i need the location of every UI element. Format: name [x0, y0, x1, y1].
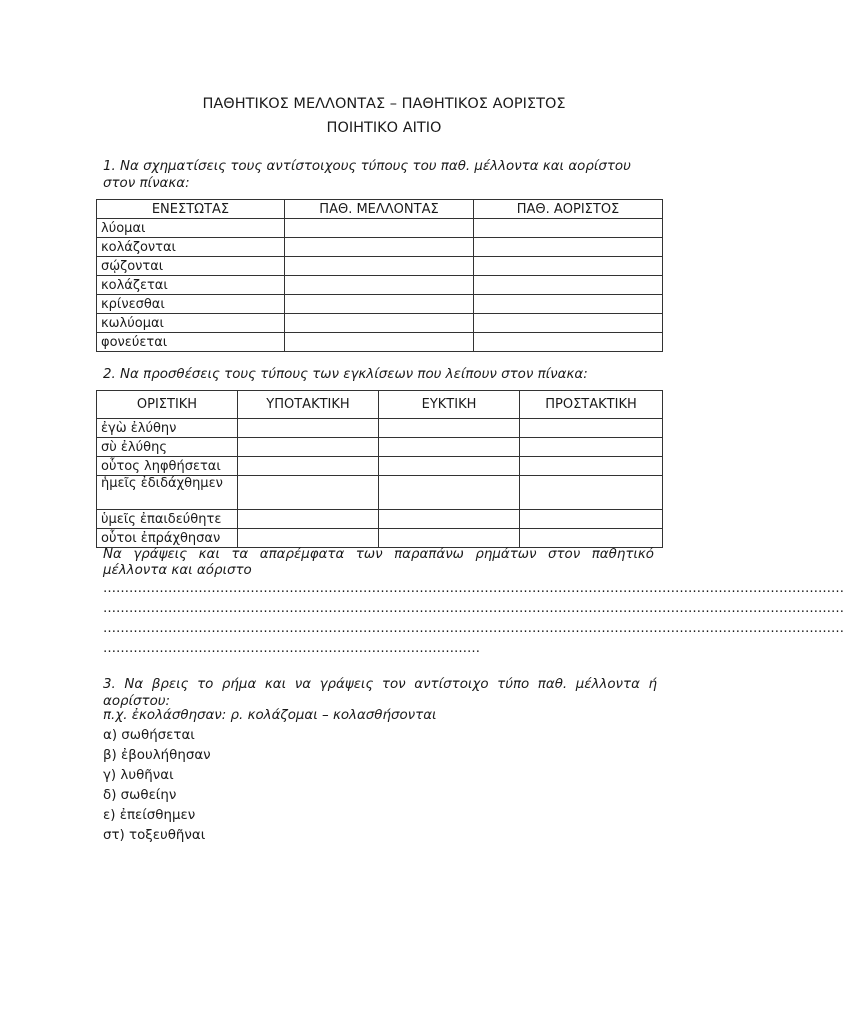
answer-cell[interactable] — [520, 419, 663, 438]
answer-cell[interactable] — [238, 419, 379, 438]
list-item: δ) σωθείην — [103, 788, 177, 803]
answer-cell[interactable] — [379, 438, 520, 457]
verb-cell: ὑμεῖς ἐπαιδεύθητε — [97, 510, 238, 529]
list-item: β) ἐβουλήθησαν — [103, 748, 211, 763]
table-header-row — [97, 391, 663, 419]
table-row — [97, 257, 663, 276]
table-row — [97, 276, 663, 295]
exercise-1-prompt: 1. Να σχηματίσεις τους αντίστοιχους τύπους του παθ. μέλλοντα και αορίστου στον πίνακα: — [103, 159, 631, 191]
list-item: στ) τοξευθῆναι — [103, 828, 206, 843]
answer-cell[interactable] — [238, 457, 379, 476]
page-subtitle: ΠΟΙΗΤΙΚΟ ΑΙΤΙΟ — [326, 120, 442, 136]
table-row — [97, 238, 663, 257]
answer-cell[interactable] — [285, 333, 474, 352]
exercise-2-prompt: 2. Να προσθέσεις τους τύπους των εγκλίσεων που λείπουν στον πίνακα: — [103, 367, 588, 382]
page-title: ΠΑΘΗΤΙΚΟΣ ΜΕΛΛΟΝΤΑΣ – ΠΑΘΗΤΙΚΟΣ ΑΟΡΙΣΤΟΣ — [202, 96, 566, 112]
column-header: ΠΡΟΣΤΑΚΤΙΚΗ — [520, 391, 663, 419]
verb-cell: λύομαι — [97, 219, 285, 238]
exercise-3-example: π.χ. ἐκολάσθησαν: ρ. κολάζομαι – κολασθήσονται — [103, 708, 437, 723]
table-row — [97, 510, 663, 529]
table-row — [97, 419, 663, 438]
answer-cell[interactable] — [520, 457, 663, 476]
table-row — [97, 295, 663, 314]
answer-cell[interactable] — [285, 238, 474, 257]
answer-cell[interactable] — [520, 476, 663, 510]
answer-line[interactable]: ……………………………………………………………………………………………………………………………………………………… — [103, 621, 844, 636]
table-row — [97, 476, 663, 510]
infinitives-instruction: Να γράψεις και τα απαρέμφατα των παραπάνω ρημάτων στον παθητικό μέλλοντα και αόριστο — [103, 547, 654, 578]
table-row — [97, 457, 663, 476]
list-item: α) σωθήσεται — [103, 728, 195, 743]
verb-cell: οὗτοι ἐπράχθησαν — [97, 529, 238, 548]
column-header: ΟΡΙΣΤΙΚΗ — [97, 391, 238, 419]
verb-cell: ἡμεῖς ἐδιδάχθημεν — [97, 476, 238, 510]
answer-cell[interactable] — [520, 529, 663, 548]
answer-line[interactable]: ……………………………………………………………………………………………………………………………………………………… — [103, 601, 844, 616]
answer-cell[interactable] — [474, 333, 663, 352]
answer-cell[interactable] — [285, 257, 474, 276]
table-row — [97, 438, 663, 457]
exercise-1-table — [96, 199, 663, 352]
column-header: ΠΑΘ. ΜΕΛΛΟΝΤΑΣ — [285, 200, 474, 219]
answer-cell[interactable] — [285, 219, 474, 238]
verb-cell: ἐγὼ ἐλύθην — [97, 419, 238, 438]
answer-cell[interactable] — [238, 476, 379, 510]
answer-line[interactable]: ……………………………………………………………………………………………………………………………………………………… — [103, 581, 844, 596]
answer-cell[interactable] — [520, 438, 663, 457]
table-row — [97, 314, 663, 333]
column-header: ΕΝΕΣΤΩΤΑΣ — [97, 200, 285, 219]
answer-cell[interactable] — [474, 295, 663, 314]
table-row — [97, 219, 663, 238]
table-row — [97, 529, 663, 548]
verb-cell: κωλύομαι — [97, 314, 285, 333]
verb-cell: οὗτος ληφθήσεται — [97, 457, 238, 476]
answer-cell[interactable] — [474, 238, 663, 257]
verb-cell: κολάζονται — [97, 238, 285, 257]
answer-cell[interactable] — [474, 276, 663, 295]
answer-cell[interactable] — [474, 314, 663, 333]
answer-cell[interactable] — [379, 419, 520, 438]
answer-cell[interactable] — [379, 510, 520, 529]
answer-cell[interactable] — [379, 529, 520, 548]
answer-cell[interactable] — [520, 510, 663, 529]
verb-cell: φονεύεται — [97, 333, 285, 352]
answer-cell[interactable] — [474, 257, 663, 276]
verb-cell: κολάζεται — [97, 276, 285, 295]
answer-cell[interactable] — [379, 457, 520, 476]
answer-line[interactable]: …………………………………………………………………………… — [103, 641, 480, 656]
table-row — [97, 333, 663, 352]
verb-cell: κρίνεσθαι — [97, 295, 285, 314]
verb-cell: σὺ ἐλύθης — [97, 438, 238, 457]
answer-cell[interactable] — [238, 438, 379, 457]
column-header: ΠΑΘ. ΑΟΡΙΣΤΟΣ — [474, 200, 663, 219]
answer-cell[interactable] — [474, 219, 663, 238]
verb-cell: σῴζονται — [97, 257, 285, 276]
answer-cell[interactable] — [285, 276, 474, 295]
exercise-3-prompt: 3. Να βρεις το ρήμα και να γράψεις τον αντίστοιχο τύπο παθ. μέλλοντα ή αορίστου: — [103, 677, 657, 709]
table-header-row — [97, 200, 663, 219]
list-item: ε) ἐπείσθημεν — [103, 808, 196, 823]
answer-cell[interactable] — [285, 295, 474, 314]
answer-cell[interactable] — [238, 510, 379, 529]
column-header: ΕΥΚΤΙΚΗ — [379, 391, 520, 419]
list-item: γ) λυθῆναι — [103, 768, 174, 783]
column-header: ΥΠΟΤΑΚΤΙΚΗ — [238, 391, 379, 419]
answer-cell[interactable] — [238, 529, 379, 548]
answer-cell[interactable] — [379, 476, 520, 510]
answer-cell[interactable] — [285, 314, 474, 333]
exercise-2-table — [96, 390, 663, 548]
